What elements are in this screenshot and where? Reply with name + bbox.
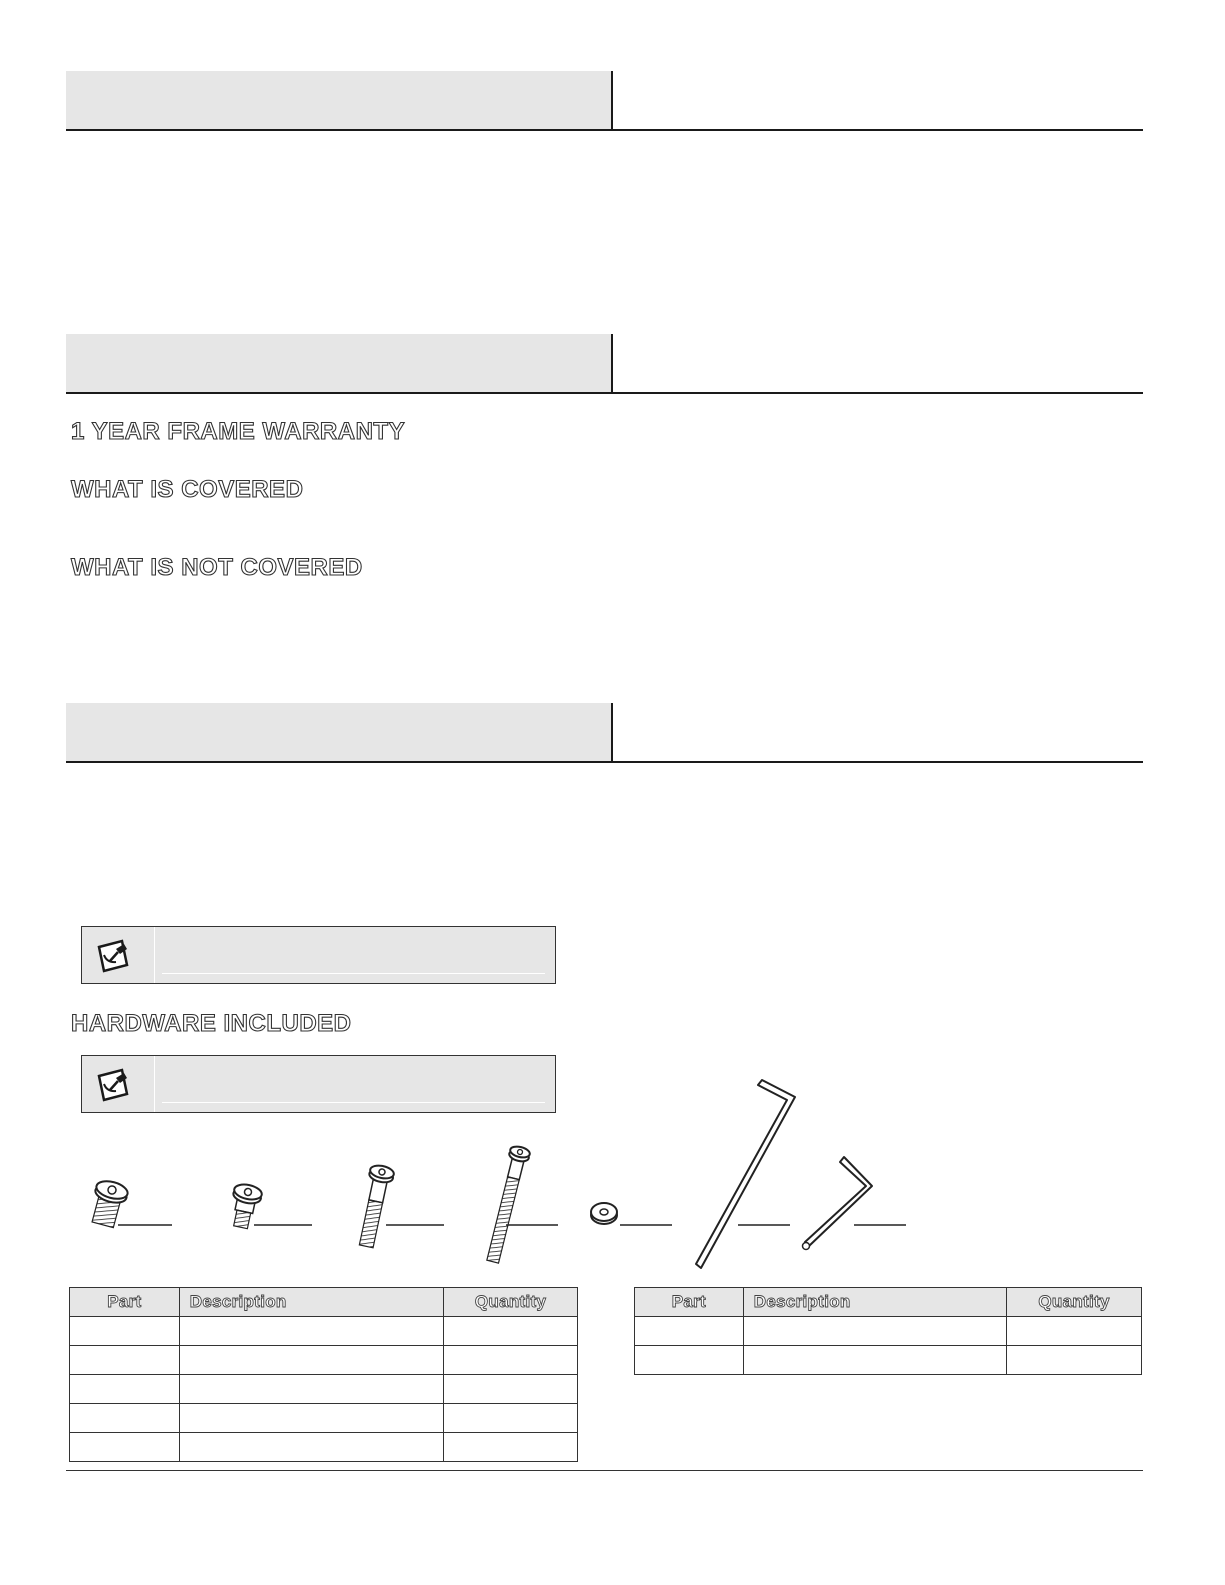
cell-quantity <box>444 1317 578 1346</box>
cell-part <box>635 1346 744 1375</box>
cell-quantity <box>1007 1317 1142 1346</box>
section-header-pre-installation <box>66 703 1143 763</box>
washer-icon <box>591 1203 617 1224</box>
cell-description <box>179 1404 443 1433</box>
covered-heading <box>71 476 303 504</box>
parts-table-left <box>69 1287 578 1462</box>
long-bolt-icon <box>483 1145 531 1264</box>
warranty-heading <box>71 418 405 446</box>
table-row <box>70 1346 578 1375</box>
cell-part <box>70 1346 180 1375</box>
parts-table-right <box>634 1287 1142 1375</box>
large-allen-wrench-icon <box>696 1080 795 1268</box>
header-quantity: Quantity <box>1007 1288 1142 1317</box>
header-part: Part <box>635 1288 744 1317</box>
hardware-illustrations <box>0 1070 1225 1275</box>
not-covered-heading-text: WHAT IS NOT COVERED <box>71 554 363 581</box>
cell-quantity <box>1007 1346 1142 1375</box>
note-box-1 <box>81 926 556 984</box>
header-part: Part <box>70 1288 180 1317</box>
table-header-row <box>635 1288 1142 1317</box>
section-header-warranty <box>66 334 1143 394</box>
table-row <box>70 1375 578 1404</box>
cell-quantity <box>444 1433 578 1462</box>
medium-bolt-icon <box>354 1164 395 1249</box>
warranty-heading-text: 1 YEAR FRAME WARRANTY <box>71 418 406 445</box>
table-row <box>70 1317 578 1346</box>
section-header-shade <box>66 703 613 761</box>
note-divider <box>154 927 155 983</box>
footer-divider <box>66 1470 1143 1471</box>
table-header-row <box>70 1288 578 1317</box>
hardware-heading-text: HARDWARE INCLUDED <box>71 1010 352 1037</box>
cell-quantity <box>444 1346 578 1375</box>
section-header-1 <box>66 71 1143 131</box>
note-pushpin-icon <box>94 935 134 975</box>
not-covered-heading <box>71 554 363 582</box>
section-header-shade <box>66 334 613 392</box>
cell-description <box>743 1346 1006 1375</box>
section-header-shade <box>66 71 613 129</box>
short-bolt-icon <box>87 1178 129 1229</box>
cell-part <box>70 1433 180 1462</box>
cell-part <box>70 1375 180 1404</box>
small-allen-wrench-icon <box>803 1157 873 1250</box>
table-row <box>70 1404 578 1433</box>
cell-description <box>743 1317 1006 1346</box>
hardware-heading <box>71 1010 352 1038</box>
cell-part <box>70 1404 180 1433</box>
cell-description <box>179 1375 443 1404</box>
shoulder-bolt-icon <box>227 1182 263 1230</box>
note-underline <box>162 973 545 974</box>
cell-quantity <box>444 1375 578 1404</box>
header-quantity: Quantity <box>444 1288 578 1317</box>
table-row <box>70 1433 578 1462</box>
cell-description <box>179 1346 443 1375</box>
cell-description <box>179 1317 443 1346</box>
covered-heading-text: WHAT IS COVERED <box>71 476 304 503</box>
header-description: Description <box>743 1288 1006 1317</box>
cell-description <box>179 1433 443 1462</box>
table-row <box>635 1317 1142 1346</box>
cell-quantity <box>444 1404 578 1433</box>
table-row <box>635 1346 1142 1375</box>
header-description: Description <box>179 1288 443 1317</box>
cell-part <box>70 1317 180 1346</box>
cell-part <box>635 1317 744 1346</box>
